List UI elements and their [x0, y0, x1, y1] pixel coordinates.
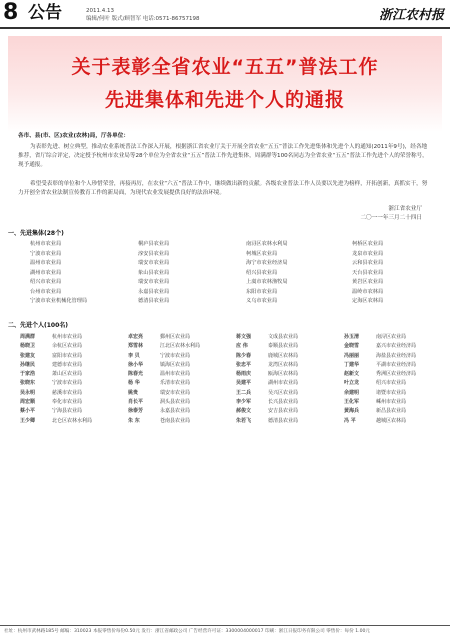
collectives-column	[30, 240, 87, 307]
collective-item: 义乌市农业局	[246, 298, 278, 304]
collective-item: 淳安县农业局	[138, 250, 170, 257]
page-header	[0, 0, 450, 30]
individual-name: 杨 华	[128, 380, 140, 387]
individual-row	[236, 352, 344, 361]
collective-item: 桐庐县农业局	[138, 241, 170, 247]
individual-name: 陈春光	[128, 371, 144, 378]
individual-unit: 绍兴市农业局	[376, 380, 407, 387]
collective-item: 龙泉市农业局	[352, 250, 384, 257]
individual-row	[344, 352, 450, 361]
individual-row	[236, 370, 344, 379]
issue-date: 2011.4.13	[86, 8, 114, 14]
individual-row	[344, 417, 450, 426]
individual-name: 余建明	[344, 389, 360, 396]
individuals-column	[236, 333, 344, 426]
collectives-column	[246, 240, 288, 307]
individual-row	[20, 389, 128, 398]
individual-name: 李 贝	[128, 352, 140, 359]
collective-item: 温州市农业局	[30, 260, 62, 266]
individual-name: 王化军	[344, 399, 360, 406]
individual-unit: 德清县农业局	[268, 417, 299, 424]
individual-unit: 长兴县农业局	[268, 399, 299, 406]
individual-unit: 奉化市农业局	[52, 399, 83, 406]
individual-unit: 吴兴区农业局	[268, 389, 299, 396]
individual-row	[344, 379, 450, 388]
collective-item: 绍兴县农业局	[246, 269, 278, 276]
collective-item: 湖州市农业局	[30, 269, 62, 276]
individual-row	[236, 417, 344, 426]
individual-name: 叶立龙	[344, 380, 360, 387]
individual-name: 杨雨庆	[236, 371, 252, 378]
individuals-column	[344, 333, 450, 426]
individual-name: 蒋文强	[236, 334, 252, 340]
individual-unit: 鹿城区农林局	[268, 352, 299, 359]
individual-unit: 余杭区农业局	[52, 343, 83, 350]
page-footer: 社址：杭州市武林路185号 邮编：310023 本报零售价每份0.50元 发行：浙江省邮政公司 广告经营许可证：3300004000017 印刷：浙江日报印务有限公司 零售价：每份 1.00元	[4, 629, 371, 634]
individual-unit: 北仑区农林水利局	[52, 417, 93, 424]
individual-name: 孙玉清	[344, 334, 360, 340]
individual-row	[128, 342, 236, 351]
collective-item: 台州市农业局	[30, 288, 62, 295]
individual-row	[236, 361, 344, 370]
individual-name: 朱 东	[128, 417, 140, 424]
collective-item: 瑞安市农业局	[138, 279, 170, 285]
individual-name: 冯 平	[344, 417, 356, 424]
individual-unit: 洞头县农业局	[160, 399, 191, 406]
individual-name: 杨晓卫	[20, 343, 36, 350]
collective-item: 永嘉县农业局	[138, 288, 170, 295]
individuals-column	[20, 333, 128, 426]
title-banner	[8, 36, 442, 132]
individual-row	[344, 333, 450, 342]
individual-row	[236, 389, 344, 398]
individual-row	[236, 407, 344, 416]
individual-row	[128, 389, 236, 398]
individual-name: 丁建华	[344, 361, 360, 368]
individual-row	[20, 379, 128, 388]
individual-unit: 宁海县农业局	[52, 408, 83, 415]
announcement-paragraph-1: 为表彰先进、树立典型，推动农业系统普法工作深入开展，根据浙江省农业厅关于开展全省农业“五五”普法工作先进集体和先进个人的通知(2011年9号)，经各地推荐，省厅综合评定，决定授予杭州市农业局等28个单位为全省农业“五五”普法工作先进集体，周满群等100名同志为全省农业“五五”普法工作先进个人的荣誉称号，现予通报。	[18, 144, 428, 168]
individual-row	[236, 333, 344, 342]
individual-name: 于家浩	[20, 371, 36, 378]
individual-row	[20, 352, 128, 361]
individual-name: 孙继民	[20, 361, 36, 368]
collective-item: 定海区农林局	[352, 298, 384, 304]
individual-row	[344, 389, 450, 398]
individual-name: 张晓东	[20, 380, 36, 387]
individual-unit: 慈溪市农业局	[52, 389, 83, 396]
individual-row	[344, 361, 450, 370]
collective-item: 杭州市农业局	[30, 241, 62, 247]
individual-unit: 平湖市农业经济局	[376, 361, 417, 368]
collective-item: 上虞市农林渔牧局	[246, 279, 288, 285]
individual-name: 王少卿	[20, 417, 36, 424]
individual-row	[20, 407, 128, 416]
individual-unit: 湖州市农业局	[268, 380, 299, 387]
individual-unit: 萧山区农业局	[52, 371, 83, 378]
individual-unit: 温州市农业局	[160, 371, 191, 378]
individual-name: 冯丽丽	[344, 352, 360, 359]
individual-unit: 鄞州区农业局	[160, 334, 191, 340]
individual-name: 赵新文	[344, 371, 360, 378]
collective-item: 温岭市农林局	[352, 288, 384, 295]
individual-unit: 诸暨市农业局	[376, 389, 407, 396]
individual-unit: 镇海区农业局	[160, 361, 191, 368]
individual-unit: 建德市农业局	[52, 361, 83, 368]
individual-row	[128, 352, 236, 361]
individual-unit: 越城区农林局	[376, 417, 407, 424]
individual-row	[236, 398, 344, 407]
collective-item: 黄岩区农业局	[352, 279, 384, 285]
individual-name: 吴建平	[236, 380, 252, 387]
individual-unit: 龙湾区农林局	[268, 361, 299, 368]
individual-name: 姚贵	[128, 389, 139, 396]
collective-item: 宁波市农业局	[30, 250, 62, 257]
individual-row	[344, 342, 450, 351]
salutation: 各市、县(市、区)农业(农林)局，厅各单位：	[18, 133, 129, 139]
individual-name: 张忠平	[236, 361, 252, 368]
individual-name: 吴永明	[20, 389, 36, 396]
individual-unit: 秀洲区农业经济局	[376, 371, 417, 378]
individual-unit: 泰顺县农业局	[268, 343, 299, 350]
individual-name: 肖长平	[128, 399, 144, 406]
individual-row	[20, 398, 128, 407]
page-number: 8	[3, 0, 19, 25]
individual-name: 朱若飞	[236, 417, 252, 424]
individual-unit: 宁波市农业局	[52, 380, 83, 387]
individual-row	[128, 398, 236, 407]
individual-row	[344, 370, 450, 379]
individual-unit: 文成县农业局	[268, 334, 299, 340]
individual-unit: 乐清市农业局	[160, 380, 191, 387]
individual-row	[128, 407, 236, 416]
individual-row	[128, 361, 236, 370]
individual-row	[344, 407, 450, 416]
individual-name: 金晓雪	[344, 343, 360, 350]
individuals-column	[128, 333, 236, 426]
section-title: 公告	[28, 3, 62, 23]
collective-item: 象山县农业局	[138, 269, 170, 276]
collective-item: 宁波市农业机械化管理局	[30, 298, 88, 304]
individual-row	[236, 379, 344, 388]
individual-name: 王二兵	[236, 389, 252, 396]
individual-name: 陈少春	[236, 352, 252, 359]
sign-date: 二〇一一年三月二十四日	[360, 215, 422, 221]
individual-unit: 江北区农林水利局	[160, 343, 201, 350]
individual-unit: 安吉县农业局	[268, 408, 299, 415]
individuals-heading: 二、先进个人(100名)	[8, 322, 69, 329]
collective-item: 瑞安市农业局	[138, 260, 170, 266]
individual-row	[20, 342, 128, 351]
collective-item: 天台县农业局	[352, 269, 384, 276]
collective-item: 云和县农业局	[352, 260, 384, 266]
collective-item: 德清县农业局	[138, 298, 170, 304]
header-rule	[0, 27, 450, 29]
individual-name: 徐泰芳	[128, 408, 144, 415]
individual-unit: 瓯海区农林局	[268, 371, 299, 378]
individual-name: 周宏顺	[20, 399, 36, 406]
individual-name: 应 伟	[236, 343, 248, 350]
individual-unit: 瑞安市农业局	[160, 389, 191, 396]
announcement-title-line1: 关于表彰全省农业“五五”普法工作	[71, 56, 379, 78]
individual-row	[344, 398, 450, 407]
individual-name: 卓宏亮	[128, 334, 144, 340]
individual-unit: 杭州市农业局	[52, 334, 83, 340]
individual-row	[128, 417, 236, 426]
individual-name: 周满群	[20, 334, 36, 340]
collective-item: 东阳市农业局	[246, 288, 278, 295]
individual-name: 黄海兵	[344, 408, 360, 415]
individual-unit: 嘉兴市农业经济局	[376, 343, 417, 350]
individual-name: 张建友	[20, 352, 36, 359]
collective-item: 绍兴市农业局	[30, 279, 62, 285]
collective-item: 柯城区农业局	[246, 250, 278, 257]
individual-unit: 嵊州市农业局	[376, 399, 407, 406]
individual-name: 徐小华	[128, 361, 144, 368]
collective-item: 南浔区农林水利局	[246, 241, 288, 247]
individual-unit: 南浔区农业局	[376, 334, 407, 340]
collectives-column	[138, 240, 169, 307]
individual-name: 郑雪林	[128, 343, 144, 350]
collective-item: 柯桥区农业局	[352, 241, 384, 247]
individual-name: 蔡小平	[20, 408, 36, 415]
individual-unit: 苍南县农业局	[160, 417, 191, 424]
collectives-column	[352, 240, 383, 307]
individual-unit: 富阳市农业局	[52, 352, 83, 359]
individual-row	[128, 333, 236, 342]
announcement-title-line2: 先进集体和先进个人的通报	[104, 89, 345, 111]
individual-unit: 永嘉县农业局	[160, 408, 191, 415]
individual-name: 郝俊文	[236, 408, 252, 415]
editor-info: 编辑/何叶 版式/顾智军 电话:0571-86757198	[86, 16, 200, 22]
footer-rule	[0, 625, 450, 626]
newspaper-masthead: 浙江农村报	[378, 8, 444, 23]
individual-row	[128, 370, 236, 379]
individual-name: 李少军	[236, 399, 252, 406]
individual-row	[20, 361, 128, 370]
collective-item: 海宁市农业经济局	[246, 260, 288, 266]
collectives-heading: 一、先进集体(28个)	[8, 230, 64, 237]
announcement-paragraph-2: 希望受表彰的单位和个人珍惜荣誉，再接再厉，在农业“六五”普法工作中，继续做出新的贡献。各级农业普法工作人员要以先进为榜样，开拓创新，真抓实干，努力开创全省农业法制宣传教育工作的新局面，为现代农业发展提供良好的法治环境。	[18, 181, 428, 196]
individual-row	[128, 379, 236, 388]
individual-unit: 新昌县农业局	[376, 408, 407, 415]
individual-unit: 海盐县农业经济局	[376, 352, 417, 359]
individual-row	[20, 417, 128, 426]
signer: 浙江省农业厅	[388, 206, 422, 212]
individual-unit: 宁波市农业局	[160, 352, 191, 359]
individual-row	[20, 333, 128, 342]
individual-row	[236, 342, 344, 351]
individual-row	[20, 370, 128, 379]
